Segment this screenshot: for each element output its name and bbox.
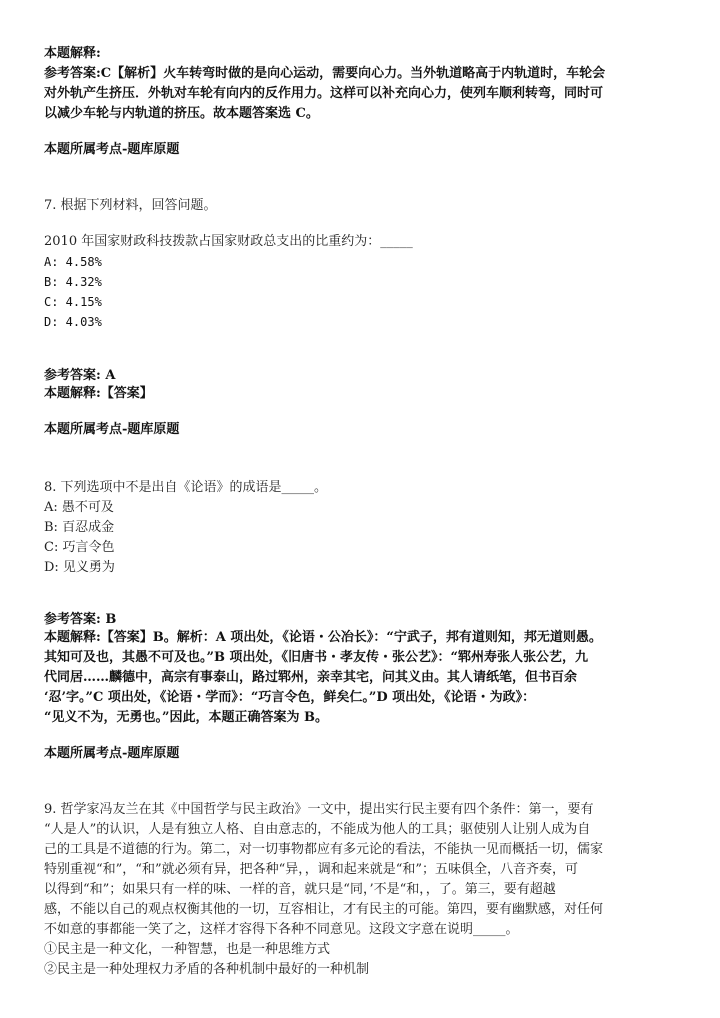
explain-label: 本题解释:【答案】 bbox=[44, 386, 153, 401]
question-text: 2010 年国家财政科技拨款占国家财政总支出的比重约为：_____ bbox=[44, 234, 413, 249]
answer-label: 参考答案: B bbox=[44, 612, 117, 627]
question-stem: 8. 下列选项中不是出自《论语》的成语是_____。 bbox=[44, 480, 328, 495]
option-c: C: 巧言令色 bbox=[44, 540, 115, 555]
explain-line: 以减少车轮与内轨道的挤压。故本题答案选 C。 bbox=[44, 106, 319, 121]
question-line: 己的工具是不道德的行为。第二，对一切事物都应有多元论的看法，不能执一见而概括一切，儒家 bbox=[44, 842, 604, 857]
explain-line: 对外轨产生挤压．外轨对车轮有向内的反作用力。这样可以补充向心力，使列车顺利转弯，同时可 bbox=[44, 86, 604, 101]
explain-line: 本题解释:【答案】B。解析：A 项出处，《论语・公冶长》：“宁武子，邦有道则知，邦无道则愚。 bbox=[44, 630, 602, 645]
explain-line: 代同居……麟德中，高宗有事泰山，路过郓州，亲幸其宅，问其义由。其人请纸笔，但书百余 bbox=[44, 670, 578, 685]
option-a: A: 愚不可及 bbox=[44, 500, 114, 515]
question-line: 9. 哲学家冯友兰在其《中国哲学与民主政治》一文中，提出实行民主要有四个条件：第一，要有 bbox=[44, 802, 594, 817]
option-c: C: 4.15% bbox=[44, 295, 102, 309]
question-line: 特别重视“和”，“和”就必须有异，把各种“异，，调和起来就是“和”；五味俱全，八音齐奏，可 bbox=[44, 862, 579, 877]
option-a: A: 4.58% bbox=[44, 255, 102, 269]
question-line: 以得到“和”；如果只有一样的味、一样的音，就只是“同，’不是“和，，了。第三，要有超越 bbox=[44, 882, 556, 897]
explain-line: 其知可及也，其愚不可及也。”B 项出处，《旧唐书・孝友传・张公艺》：“郓州寿张人张公艺，九 bbox=[44, 650, 588, 665]
source-label: 本题所属考点-题库原题 bbox=[44, 422, 180, 437]
source-label: 本题所属考点-题库原题 bbox=[44, 142, 180, 157]
option-b: B: 4.32% bbox=[44, 275, 102, 289]
question-line: 感，不能以自己的观点权衡其他的一切，互容相让，才有民主的可能。第四，要有幽默感，对任何 bbox=[44, 902, 604, 917]
question-line: 不如意的事都能一笑了之，这样才容得下各种不同意见。这段文字意在说明_____。 bbox=[44, 922, 519, 937]
explain-line: 参考答案:C【解析】火车转弯时做的是向心运动，需要向心力。当外轨道略高于内轨道时，车轮会 bbox=[44, 66, 606, 81]
question-line: “人是人”的认识，人是有独立人格、自由意志的，不能成为他人的工具；驱使别人让别人成为自 bbox=[44, 822, 591, 837]
option-d: D: 4.03% bbox=[44, 315, 102, 329]
explain-line: “见义不为，无勇也。”因此，本题正确答案为 B。 bbox=[44, 710, 328, 725]
statement-1: ①民主是一种文化，一种智慧，也是一种思维方式 bbox=[44, 942, 331, 957]
option-b: B: 百忍成金 bbox=[44, 520, 115, 535]
explain-label: 本题解释: bbox=[44, 46, 101, 61]
explain-line: ‘忍’字。”C 项出处，《论语・学而》：“巧言令色，鲜矣仁。”D 项出处，《论语・为政》： bbox=[44, 690, 536, 705]
option-d: D: 见义勇为 bbox=[44, 560, 115, 575]
answer-label: 参考答案: A bbox=[44, 368, 116, 383]
statement-2: ②民主是一种处理权力矛盾的各种机制中最好的一种机制 bbox=[44, 962, 370, 977]
source-label: 本题所属考点-题库原题 bbox=[44, 746, 180, 761]
question-stem: 7. 根据下列材料，回答问题。 bbox=[44, 198, 217, 213]
